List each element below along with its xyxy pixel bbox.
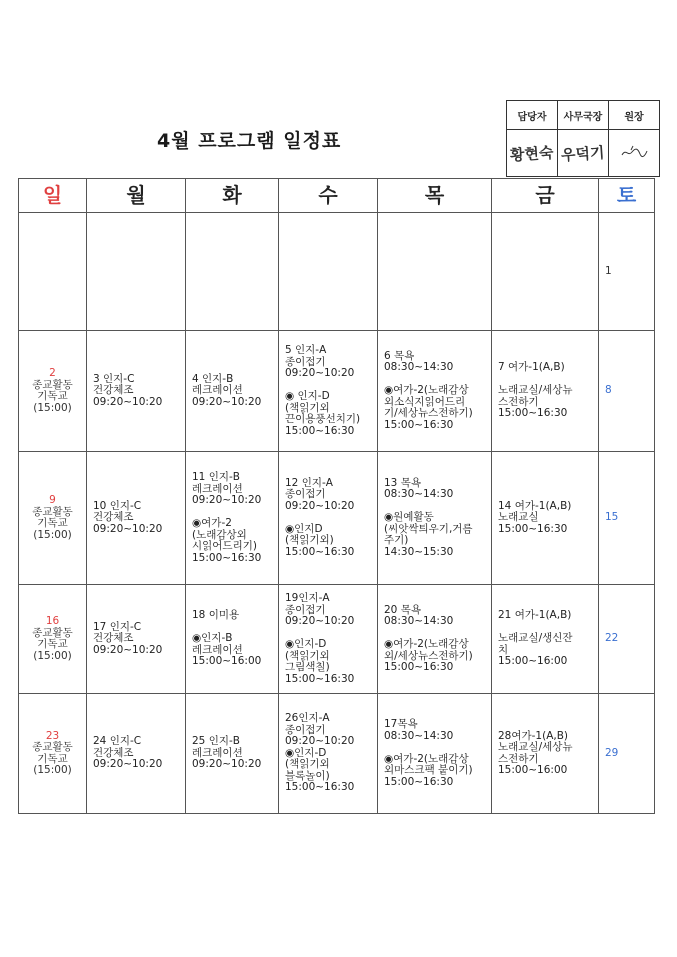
signature-director-mark (619, 144, 649, 160)
cell-mon-text: 24 인지-C 건강체조 09:20~10:20 (93, 735, 163, 771)
sun-date: 9 (49, 494, 56, 506)
cell-sat-date: 1 (605, 264, 612, 277)
cell-fri (492, 585, 599, 694)
week-row-5 (19, 694, 655, 814)
cell-thu (378, 452, 492, 585)
page-title: 4월 프로그램 일정표 (157, 130, 342, 152)
cell-thu (378, 694, 492, 814)
cell-wed-text: 12 인지-A 종이접기 09:20~10:20 ◉인지D (책읽기외) 15:00~16:30 (285, 476, 355, 558)
sun-activity: 종교활동 기독교 (15:00) (32, 626, 73, 662)
cell-sun (19, 331, 87, 452)
cell-tue (186, 331, 279, 452)
cell-wed (279, 331, 378, 452)
sun-activity: 종교활동 기독교 (15:00) (32, 378, 73, 414)
cell-mon (87, 585, 186, 694)
cell-tue (186, 585, 279, 694)
cell-mon-text: 3 인지-C 건강체조 09:20~10:20 (93, 372, 163, 408)
cell-fri-text: 28여가-1(A,B) 노래교실/세상뉴 스전하기 15:00~16:00 (498, 729, 573, 776)
sun-activity: 종교활동 기독교 (15:00) (32, 505, 73, 541)
sun-activity: 종교활동 기독교 (15:00) (32, 741, 73, 776)
cell-sat-date: 29 (605, 746, 619, 759)
cell-wed (279, 213, 378, 331)
cell-sat (599, 331, 655, 452)
week-row-3 (19, 452, 655, 585)
cell-wed-text: 26인지-A 종이접기 09:20~10:20 ◉인지-D (책읽기외 블록놀이) 15:00~16:30 (285, 712, 355, 794)
weekday-tue: 화 (186, 179, 279, 213)
cell-sun (19, 585, 87, 694)
cell-thu (378, 585, 492, 694)
cell-fri (492, 213, 599, 331)
weekday-sat: 토 (599, 179, 655, 213)
sun-date: 2 (49, 367, 56, 379)
cell-tue (186, 694, 279, 814)
signature-director (609, 130, 660, 177)
weekday-header-row (19, 179, 655, 213)
cell-sun (19, 452, 87, 585)
weekday-fri: 금 (492, 179, 599, 213)
cell-sat (599, 585, 655, 694)
cell-wed (279, 585, 378, 694)
cell-thu (378, 213, 492, 331)
cell-tue-text: 4 인지-B 레크레이션 09:20~10:20 (192, 372, 262, 408)
cell-tue (186, 452, 279, 585)
cell-thu (378, 331, 492, 452)
cell-wed-text: 19인지-A 종이접기 09:20~10:20 ◉인지-D (책읽기외 그림색칠) 15:00~16:30 (285, 592, 355, 685)
cell-fri-text: 7 여가-1(A,B) 노래교실/세상뉴 스전하기 15:00~16:30 (498, 361, 573, 420)
cell-thu-text: 6 목욕 08:30~14:30 ◉여가-2(노래감상 외소식지읽어드리 기/세상뉴스전하기) 15:00~16:30 (384, 349, 473, 431)
signature-manager-text: 황현숙 (509, 143, 555, 164)
cell-fri (492, 452, 599, 585)
week-row-2 (19, 331, 655, 452)
calendar-table (18, 178, 655, 814)
weekday-wed: 수 (279, 179, 378, 213)
cell-fri (492, 331, 599, 452)
cell-sun (19, 694, 87, 814)
sun-date: 16 (45, 615, 60, 627)
cell-wed (279, 452, 378, 585)
cell-fri-text: 21 여가-1(A,B) 노래교실/생신잔 치 15:00~16:00 (498, 609, 573, 668)
cell-mon (87, 694, 186, 814)
cell-thu-text: 20 목욕 08:30~14:30 ◉여가-2(노래감상 외/세상뉴스전하기) 15:00~16:30 (384, 603, 473, 673)
week-row-1 (19, 213, 655, 331)
week-row-4 (19, 585, 655, 694)
cell-wed (279, 694, 378, 814)
approval-header-secretary: 사무국장 (558, 101, 609, 130)
signature-secretary (558, 130, 609, 177)
cell-fri (492, 694, 599, 814)
cell-mon-text: 17 인지-C 건강체조 09:20~10:20 (93, 620, 163, 656)
cell-sat-date: 15 (605, 511, 619, 524)
cell-tue-text: 18 이미용 ◉인지-B 레크레이션 15:00~16:00 (192, 609, 262, 668)
signature-secretary-text: 우덕기 (560, 143, 606, 164)
cell-tue (186, 213, 279, 331)
cell-sat-date: 22 (605, 632, 619, 645)
cell-fri-text: 14 여가-1(A,B) 노래교실 15:00~16:30 (498, 499, 572, 535)
approval-header-director: 원장 (609, 101, 660, 130)
cell-sat (599, 694, 655, 814)
cell-thu-text: 17목욕 08:30~14:30 ◉여가-2(노래감상 외마스크팩 붙이기) 15:00~16:30 (384, 718, 473, 788)
cell-wed-text: 5 인지-A 종이접기 09:20~10:20 ◉ 인지-D (책읽기외 끈이용풍선치기) 15:00~16:30 (285, 344, 361, 437)
cell-mon-text: 10 인지-C 건강체조 09:20~10:20 (93, 499, 163, 535)
cell-sat-date: 8 (605, 384, 612, 397)
cell-sat (599, 452, 655, 585)
approval-box (506, 100, 660, 177)
cell-sat (599, 213, 655, 331)
weekday-sun: 일 (19, 179, 87, 213)
weekday-mon: 월 (87, 179, 186, 213)
cell-tue-text: 11 인지-B 레크레이션 09:20~10:20 ◉여가-2 (노래감상외 시읽어드리기) 15:00~16:30 (192, 471, 262, 564)
cell-tue-text: 25 인지-B 레크레이션 09:20~10:20 (192, 735, 262, 771)
approval-header-manager: 담당자 (507, 101, 558, 130)
cell-sun (19, 213, 87, 331)
sun-date: 23 (45, 729, 60, 742)
cell-mon (87, 452, 186, 585)
cell-thu-text: 13 목욕 08:30~14:30 ◉원예활동 (씨앗싹틔우기,거름 주기) 14:30~15:30 (384, 476, 473, 558)
cell-mon (87, 213, 186, 331)
weekday-thu: 목 (378, 179, 492, 213)
signature-manager (507, 130, 558, 177)
cell-mon (87, 331, 186, 452)
